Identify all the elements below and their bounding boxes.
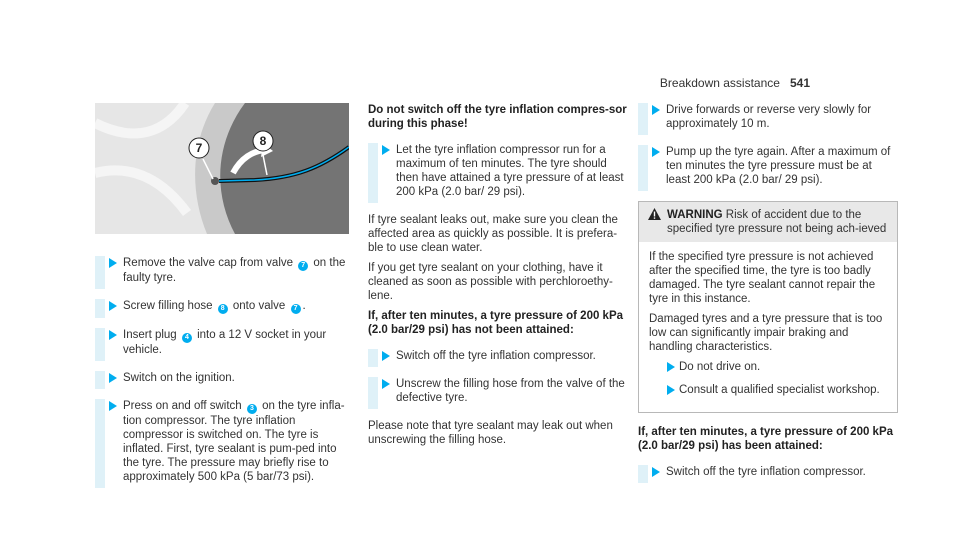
warning-box [638, 201, 898, 413]
warning-label: WARNING [667, 209, 723, 221]
arrow-icon [109, 258, 117, 268]
callout-badge: 4 [182, 333, 192, 343]
arrow-icon [667, 362, 675, 372]
arrow-icon [109, 401, 117, 411]
step-run-compressor: Let the tyre inflation compressor run for a maximum of ten minutes. The tyre should then have attained a tyre pressure of at least 200 kPa (2.0 bar/ 29 psi). [368, 143, 628, 199]
tyre-valve-drawing [95, 103, 349, 234]
warning-title: Risk of accident due to the specified tyre pressure not being ach-ieved [667, 209, 887, 235]
step-pump-again: Pump up the tyre again. After a maximum of ten minutes the tyre pressure must be at least 200 kPa (2.0 bar/ 29 psi). [638, 145, 898, 187]
step-press-switch: Press on and off switch 3 on the tyre infla-tion compressor. The tyre inflation compressor is switched on. The tyre is inflated. First, tyre sealant is pum-ped into the tyre. The pressure may briefly rise to approximately 500 kPa (5 bar/73 psi). [95, 399, 350, 484]
callout-badge: 7 [298, 261, 308, 271]
warning-paragraph-1: If the specified tyre pressure is not achieved after the specified time, the tyre is too badly damaged. The tyre sealant cannot repair the tyre in this instance. [649, 251, 876, 305]
arrow-icon [667, 385, 675, 395]
paragraph-clothing: If you get tyre sealant on your clothing, have it cleaned as soon as possible with perchloroethy-lene. [368, 262, 613, 302]
arrow-icon [109, 301, 117, 311]
warning-step-do-not-drive: Do not drive on. [649, 360, 887, 374]
arrow-icon [109, 373, 117, 383]
paragraph-leak-note: Please note that tyre sealant may leak out when unscrewing the filling hose. [368, 420, 613, 446]
arrow-icon [109, 330, 117, 340]
callout-badge: 7 [291, 304, 301, 314]
arrow-icon [382, 145, 390, 155]
step-insert-plug: Insert plug 4 into a 12 V socket in your vehicle. [95, 328, 350, 357]
step-remove-valve-cap: Remove the valve cap from valve 7 on the faulty tyre. [95, 256, 350, 285]
paragraph-clean-sealant: If tyre sealant leaks out, make sure you clean the affected area as quickly as possible. It is prefera-ble to use clean water. [368, 214, 618, 254]
step-drive-slowly: Drive forwards or reverse very slowly for approximately 10 m. [638, 103, 898, 131]
callout-7: 7 [195, 141, 203, 155]
warning-triangle-icon [648, 208, 661, 220]
column-1 [95, 103, 350, 498]
step-unscrew-hose: Unscrew the filling hose from the valve of the defective tyre. [368, 377, 628, 405]
tyre-valve-illustration [95, 103, 349, 234]
warning-step-consult: Consult a qualified specialist workshop. [649, 383, 887, 397]
section-title: Breakdown assistance [659, 76, 780, 90]
column-3 [638, 103, 898, 493]
callout-8: 8 [259, 134, 267, 148]
arrow-icon [382, 379, 390, 389]
heading-pressure-attained: If, after ten minutes, a tyre pressure of 200 kPa (2.0 bar/29 psi) has been attained: [638, 426, 894, 452]
callout-badge: 3 [247, 404, 257, 414]
warning-paragraph-2: Damaged tyres and a tyre pressure that is too low can significantly impair braking and handling characteristics. [649, 313, 883, 353]
arrow-icon [652, 147, 660, 157]
heading-do-not-switch-off: Do not switch off the tyre inflation compres-sor during this phase! [368, 104, 627, 130]
arrow-icon [652, 105, 660, 115]
heading-pressure-not-attained: If, after ten minutes, a tyre pressure of 200 kPa (2.0 bar/29 psi) has not been attained: [368, 310, 624, 336]
step-screw-hose: Screw filling hose 8 onto valve 7 . [95, 299, 350, 314]
page-number: 541 [789, 76, 810, 90]
arrow-icon [652, 467, 660, 477]
step-switch-off-compressor: Switch off the tyre inflation compressor. [368, 349, 628, 363]
warning-header [639, 202, 897, 242]
step-ignition: Switch on the ignition. [95, 371, 350, 385]
callout-badge: 8 [218, 304, 228, 314]
column-2 [368, 103, 628, 453]
page-header [660, 76, 810, 90]
step-switch-off-compressor-final: Switch off the tyre inflation compressor. [638, 465, 898, 479]
arrow-icon [382, 351, 390, 361]
